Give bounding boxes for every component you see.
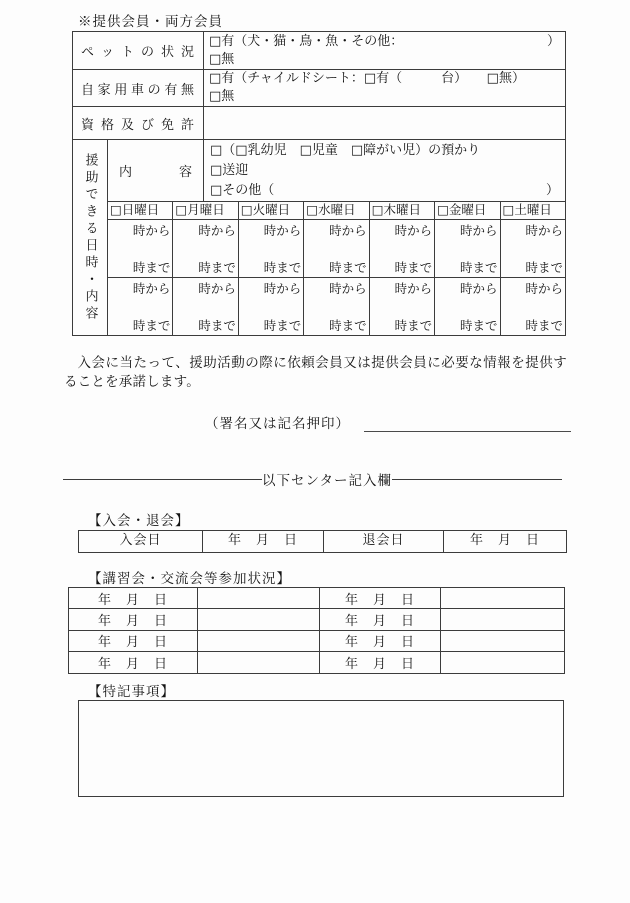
- assist-content-row: [108, 140, 565, 202]
- enrollment-heading: 【入会・退会】: [88, 513, 190, 529]
- participation-blank-cell: [441, 609, 564, 630]
- participation-blank-cell: [441, 588, 564, 609]
- weekday-header-row: [108, 202, 565, 220]
- divider-label: 以下センター記入欄: [262, 473, 392, 489]
- assist-option-other: □その他（: [210, 183, 275, 198]
- participation-blank-cell: [441, 652, 564, 673]
- withdrawal-date-label: 退会日: [324, 531, 444, 552]
- day-wednesday: □水曜日: [304, 202, 369, 219]
- participation-date-cell: 年 月 日: [69, 631, 198, 652]
- consent-paragraph: 入会に当たって、援助活動の際に依頼会員又は提供会員に必要な情報を提供することを承諾します。: [64, 355, 567, 390]
- day-friday: □金曜日: [435, 202, 500, 219]
- time-cell: 時から 時まで: [239, 220, 304, 277]
- time-cell: 時から 時まで: [525, 223, 563, 275]
- participation-date-cell: 年 月 日: [69, 609, 198, 630]
- special-notes-heading: 【特記事項】: [88, 684, 175, 700]
- time-cell: 時から 時まで: [370, 278, 435, 335]
- car-label: 自家用車の有無: [81, 82, 195, 98]
- member-type-note: ※提供会員・両方会員: [78, 14, 223, 30]
- time-cell: 時から 時まで: [304, 278, 369, 335]
- divider-line-right: [392, 479, 562, 480]
- assist-option-childcare: □（□乳幼児 □児童 □障がい児）の預かり: [210, 143, 481, 158]
- participation-blank-cell: [198, 588, 320, 609]
- license-label-cell: [73, 107, 204, 139]
- signature-label: （署名又は記名押印）: [205, 416, 350, 432]
- member-info-table: [72, 31, 566, 336]
- day-sunday: □日曜日: [108, 202, 173, 219]
- assist-vertical-label: 援助できる日時・内容: [82, 152, 98, 323]
- participation-date-cell: 年 月 日: [320, 631, 441, 652]
- time-cell: 時から 時まで: [108, 278, 173, 335]
- special-notes-box: [78, 700, 564, 797]
- participation-date-cell: 年 月 日: [69, 652, 198, 673]
- pet-status-label: ペットの状況: [81, 45, 195, 60]
- participation-heading: 【講習会・交流会等参加状況】: [88, 571, 291, 587]
- pet-none-option: □無: [209, 51, 235, 67]
- time-cell: 時から 時まで: [370, 220, 435, 277]
- enrollment-date-value: 年 月 日: [203, 531, 324, 552]
- car-label-cell: [73, 70, 204, 106]
- center-section-divider: [63, 470, 562, 488]
- day-monday: □月曜日: [173, 202, 238, 219]
- time-cell: 時から 時まで: [304, 220, 369, 277]
- time-cell: 時から 時まで: [239, 278, 304, 335]
- participation-blank-cell: [198, 609, 320, 630]
- license-row: [73, 107, 565, 140]
- car-none-option: □無: [209, 89, 235, 104]
- participation-date-cell: 年 月 日: [320, 588, 441, 609]
- time-cell: 時から 時まで: [525, 281, 563, 333]
- pet-status-row: [73, 32, 565, 70]
- license-label: 資格及び免許: [81, 117, 195, 133]
- day-tuesday: □火曜日: [239, 202, 304, 219]
- participation-date-cell: 年 月 日: [69, 588, 198, 609]
- assist-vertical-label-cell: [73, 140, 108, 335]
- participation-table: [68, 587, 565, 674]
- time-cell: 時から 時まで: [435, 220, 500, 277]
- pet-status-content: [204, 32, 565, 69]
- enrollment-table: [78, 530, 567, 553]
- time-slot-row-2: [108, 278, 565, 335]
- car-content: [204, 70, 565, 106]
- pet-status-label-cell: [73, 32, 204, 69]
- divider-line-left: [63, 479, 262, 480]
- participation-blank-cell: [198, 631, 320, 652]
- participation-date-cell: 年 月 日: [320, 609, 441, 630]
- enrollment-date-label: 入会日: [79, 531, 203, 552]
- assist-content-options: [204, 140, 565, 201]
- assist-other-close-paren: ）: [545, 183, 559, 198]
- pet-close-paren: ）: [546, 33, 560, 49]
- day-saturday: □土曜日: [502, 202, 552, 217]
- participation-blank-cell: [198, 652, 320, 673]
- pet-has-option: □有（犬・猫・鳥・魚・その他：: [209, 33, 404, 49]
- time-cell: 時から 時まで: [435, 278, 500, 335]
- car-row: [73, 70, 565, 107]
- withdrawal-date-value: 年 月 日: [469, 533, 540, 548]
- participation-blank-cell: [441, 631, 564, 652]
- car-has-option: □有（チャイルドシート：□有（ 台） □無）: [209, 71, 525, 86]
- time-cell: 時から 時まで: [108, 220, 173, 277]
- participation-date-cell: 年 月 日: [320, 652, 441, 673]
- signature-blank-line: [364, 415, 571, 432]
- time-slot-row-1: [108, 220, 565, 278]
- signature-row: [205, 412, 571, 432]
- time-cell: 時から 時まで: [173, 220, 238, 277]
- time-cell: 時から 時まで: [173, 278, 238, 335]
- naiyo-char-1: 内: [119, 165, 133, 180]
- naiyo-char-2: 容: [178, 165, 192, 180]
- assist-option-transport: □送迎: [210, 163, 249, 178]
- day-thursday: □木曜日: [370, 202, 435, 219]
- assist-row: [73, 140, 565, 335]
- license-content: [204, 107, 565, 139]
- assist-content-label-cell: [108, 140, 204, 201]
